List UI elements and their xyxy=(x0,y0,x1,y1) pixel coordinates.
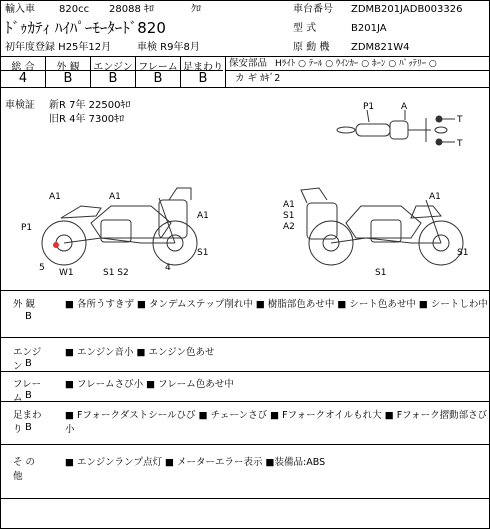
diagram-label: P1 xyxy=(363,102,375,112)
diagram-label: A1 xyxy=(283,200,295,210)
grade-suspension: B xyxy=(198,71,208,86)
section-title-frame: フレーム xyxy=(13,379,42,404)
certificate-label: 車検証 xyxy=(5,100,35,111)
section-grade-frame: B xyxy=(25,390,32,401)
section-grade-exterior: B xyxy=(25,311,32,322)
grade-header-exterior: 外 観 xyxy=(56,62,80,73)
section-grade-engine: B xyxy=(25,358,32,369)
diagram-label: 5 xyxy=(39,263,45,273)
mileage: 28088 ｷﾛ xyxy=(109,4,154,15)
certificate-new: 新R 7年 22500ｷﾛ xyxy=(49,100,131,111)
grade-engine: B xyxy=(108,71,118,86)
section-body-engine: ■ エンジン音小 ■ エンジン色あせ xyxy=(65,347,215,358)
engine-label: 原 動 機 xyxy=(293,42,330,53)
diagram-label: W1 xyxy=(59,268,74,278)
color: ｸﾛ xyxy=(191,4,201,15)
diagram-label: A1 xyxy=(109,192,121,202)
motorcycle-top-view-icon xyxy=(337,110,455,145)
grade-exterior: B xyxy=(63,71,73,86)
section-body-exterior: ■ 各所うすきず ■ タンデムステップ削れ中 ■ 樹脂部色あせ中 ■ シート色あせ中 ■ シートしわ中 xyxy=(65,299,488,310)
chassis-label: 車台番号 xyxy=(293,4,333,15)
diagram-label: P1 xyxy=(21,223,33,233)
diagram-label: S1 xyxy=(375,268,387,278)
grade-header-overall: 総 合 xyxy=(11,62,35,73)
diagram-label: A1 xyxy=(429,192,441,202)
displacement: 820cc xyxy=(59,4,90,15)
section-body-suspension: ■ Fフォークダストシールひび ■ チェーンさび ■ Fフォークオイルもれ大 ■ Fフォーク摺動部さび小 xyxy=(65,410,488,435)
diagram-label: A1 xyxy=(197,211,209,221)
grade-overall: 4 xyxy=(18,71,28,86)
damage-marker-icon xyxy=(53,242,59,248)
certificate-old: 旧R 4年 7300ｷﾛ xyxy=(49,114,125,125)
diagram-label: S1 xyxy=(283,211,295,221)
grade-header-frame: フレーム xyxy=(138,62,178,73)
type-label: 型 式 xyxy=(293,23,317,34)
safety-items: Hﾗｲﾄ ○ ﾃｰﾙ ○ ｳｲﾝｶｰ ○ ﾎｰﾝ ○ ﾊﾞｯﾃﾘｰ ○ xyxy=(275,59,437,69)
diagram-label: 4 xyxy=(165,263,171,273)
first-registration: 初年度登録 H25年12月 xyxy=(5,42,112,53)
grade-header-engine: エンジン xyxy=(93,62,133,73)
type-value: B201JA xyxy=(351,23,387,34)
section-body-other: ■ エンジンランプ点灯 ■ メーターエラー表示 ■装備品:ABS xyxy=(65,457,326,468)
model-name: ﾄﾞｩｶﾃｨ ﾊｲﾊﾟｰﾓｰﾀｰﾄﾞ820 xyxy=(5,19,166,37)
chassis-value: ZDMB201JADB003326 xyxy=(351,4,463,15)
section-title-exterior: 外 観 xyxy=(13,299,36,310)
inspection-date: 車検 R9年8月 xyxy=(137,42,200,53)
section-body-frame: ■ フレームさび小 ■ フレーム色あせ中 xyxy=(65,379,234,390)
key-info: カ ギ ｶｷﾞ2 xyxy=(235,73,281,84)
diagram-label: S1 S2 xyxy=(103,268,129,278)
diagram-label: T xyxy=(457,139,463,149)
engine-value: ZDM821W4 xyxy=(351,42,410,53)
diagram-label: A xyxy=(401,102,408,112)
section-title-other: そ の 他 xyxy=(13,457,36,482)
damage-diagram xyxy=(1,88,489,288)
section-grade-suspension: B xyxy=(25,422,32,433)
diagram-label: A2 xyxy=(283,222,295,232)
diagram-label: A1 xyxy=(49,192,61,202)
grade-header-suspension: 足まわり xyxy=(183,62,223,73)
section-title-suspension: 足まわり xyxy=(13,410,42,435)
section-title-engine: エンジン xyxy=(13,347,42,372)
diagram-label: T xyxy=(457,115,463,125)
import-label: 輸入車 xyxy=(5,4,35,15)
diagram-label: S1 xyxy=(197,248,209,258)
grade-frame: B xyxy=(153,71,163,86)
safety-label: 保安部品 xyxy=(229,58,268,69)
diagram-label: S1 xyxy=(457,248,469,258)
